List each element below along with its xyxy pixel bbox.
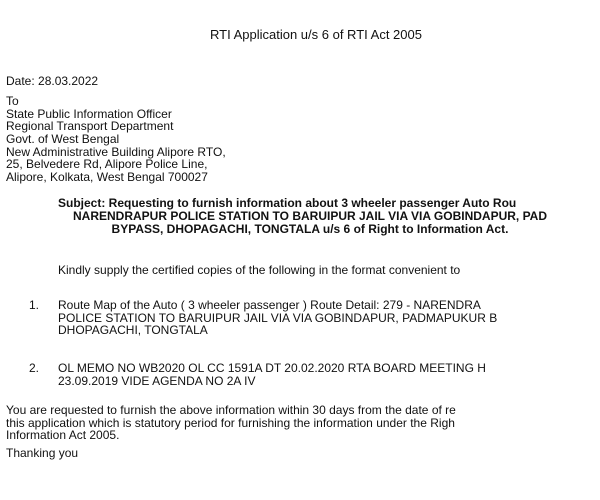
address-line: State Public Information Officer xyxy=(6,106,172,121)
recipient-address xyxy=(6,95,226,184)
list-item-line: 23.09.2019 VIDE AGENDA NO 2A IV xyxy=(58,373,256,388)
list-item-number: 2. xyxy=(29,361,40,375)
closing-paragraph xyxy=(6,404,456,442)
subject-line: NARENDRAPUR POLICE STATION TO BARUIPUR JAIL VIA VIA GOBINDAPUR, PAD xyxy=(72,209,548,223)
subject-line: BYPASS, DHOPAGACHI, TONGTALA u/s 6 of Right to Information Act. xyxy=(111,222,509,236)
document-title: RTI Application u/s 6 of RTI Act 2005 xyxy=(210,27,422,42)
subject-block xyxy=(0,197,600,236)
intro-paragraph: Kindly supply the certified copies of the following in the format convenient to xyxy=(58,263,461,277)
subject-line: Subject: Requesting to furnish information about 3 wheeler passenger Auto Rou xyxy=(58,196,517,210)
list-item-body xyxy=(58,362,486,387)
closing-line: You are requested to furnish the above information within 30 days from the date of re xyxy=(6,403,456,417)
list-item-line: DHOPAGACHI, TONGTALA xyxy=(58,323,208,337)
date-line: Date: 28.03.2022 xyxy=(6,74,99,88)
sign-off: Thanking you xyxy=(6,446,79,460)
address-line: Alipore, Kolkata, West Bengal 700027 xyxy=(6,170,208,185)
address-line: Regional Transport Department xyxy=(6,119,174,134)
address-line: New Administrative Building Alipore RTO, xyxy=(6,144,226,159)
list-item-line: OL MEMO NO WB2020 OL CC 1591A DT 20.02.2020 RTA BOARD MEETING H xyxy=(58,361,486,375)
address-line: 25, Belvedere Rd, Alipore Police Line, xyxy=(6,157,208,172)
list-item-line: POLICE STATION TO BARUIPUR JAIL VIA VIA GOBINDAPUR, PADMAPUKUR B xyxy=(58,310,498,325)
list-item-line: Route Map of the Auto ( 3 wheeler passenger ) Route Detail: 279 - NARENDRA xyxy=(58,298,481,312)
list-item-body xyxy=(58,299,497,337)
list-item-number: 1. xyxy=(29,298,40,312)
closing-line: Information Act 2005. xyxy=(6,428,120,442)
closing-line: this application which is statutory period for furnishing the information under the Righ xyxy=(6,415,455,430)
address-line: To xyxy=(6,94,19,108)
address-line: Govt. of West Bengal xyxy=(6,132,120,147)
